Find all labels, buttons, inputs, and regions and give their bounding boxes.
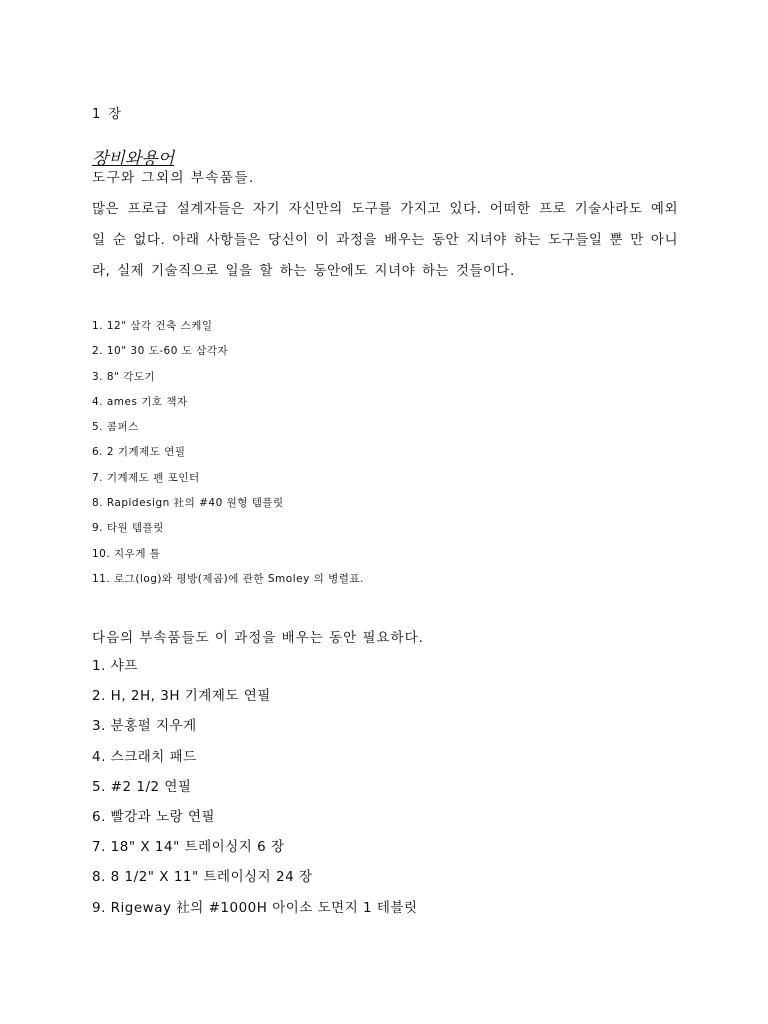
section-subheading: 도구와 그외의 부속품들. [92, 170, 255, 186]
list-item: 3. 8" 각도기 [92, 370, 156, 383]
list-item: 4. 스크래치 패드 [92, 748, 197, 765]
supplies-list [92, 656, 418, 928]
list-item: 5. 콤퍼스 [92, 421, 139, 434]
list-item: 2. 10" 30 도-60 도 삼각자 [92, 345, 229, 358]
list-item: 6. 2 기계제도 연필 [92, 446, 186, 459]
list-item: 9. Rigeway 社의 #1000H 아이소 도면지 1 테블릿 [92, 899, 418, 916]
section-heading: 장비와용어 [92, 149, 175, 169]
list-item: 8. 8 1/2" X 11" 트레이싱지 24 장 [92, 869, 313, 886]
document-page [92, 0, 678, 1024]
intro-paragraph: 많은 프로급 설계자들은 자기 자신만의 도구를 가지고 있다. 어떠한 프로 기술사라도 예외 일 순 없다. 아래 사항들은 당신이 이 과정을 배우는 동안 지녀야 하는 도구들일 뿐 만 아니라, 실제 기술직으로 일을 할 하는 동안에도 지녀야 하는 것들이다. [92, 201, 678, 279]
list-item: 6. 빨강과 노랑 연필 [92, 808, 216, 825]
list-item: 9. 타원 템플릿 [92, 522, 164, 535]
supplies-intro: 다음의 부속품들도 이 과정을 배우는 동안 필요하다. [92, 630, 424, 646]
list-item: 4. ames 기호 책자 [92, 395, 188, 408]
list-item: 10. 지우게 틀 [92, 547, 161, 560]
list-item: 5. #2 1/2 연필 [92, 778, 192, 795]
list-item: 1. 12" 삼각 건축 스케일 [92, 320, 213, 332]
list-item: 7. 기계제도 펜 포인터 [92, 471, 200, 484]
list-item: 1. 샤프 [92, 658, 138, 674]
list-item: 3. 분홍펄 지우게 [92, 718, 197, 735]
tools-list [92, 317, 364, 595]
list-item: 8. Rapidesign 社의 #40 원형 템플릿 [92, 497, 284, 510]
list-item: 7. 18" X 14" 트레이싱지 6 장 [92, 839, 285, 856]
chapter-number: 1 장 [92, 107, 123, 122]
list-item: 2. H, 2H, 3H 기계제도 연필 [92, 688, 271, 705]
list-item: 11. 로그(log)와 평방(제곱)에 관한 Smoley 의 병렬표. [92, 572, 364, 585]
